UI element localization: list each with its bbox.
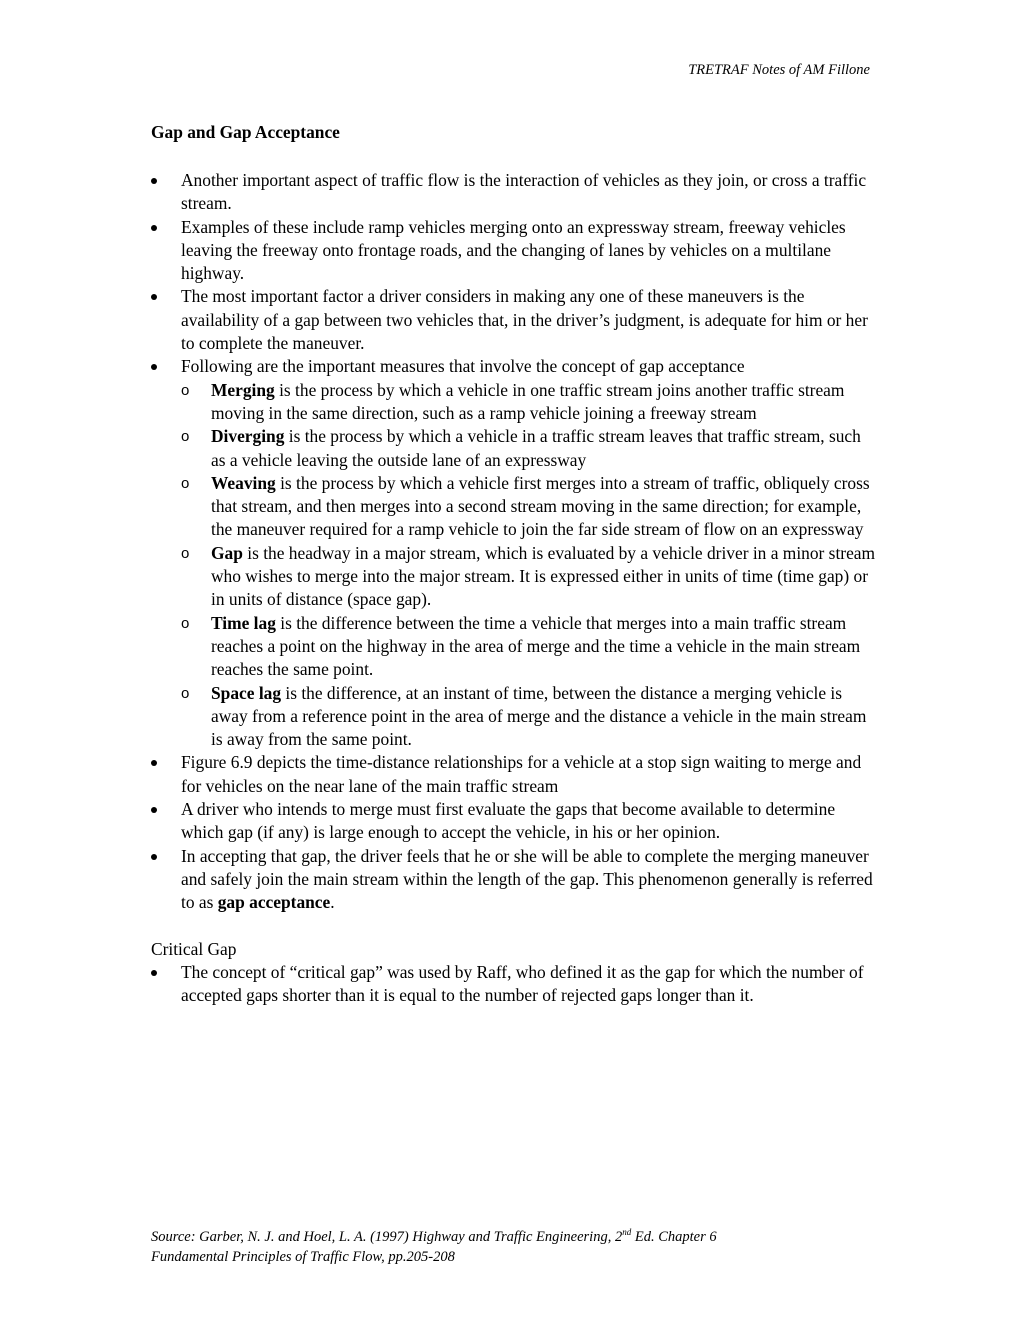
circle-bullet-icon: o (181, 684, 190, 702)
bullet-icon (151, 225, 157, 231)
measure-term: Merging (211, 379, 275, 400)
main-content (151, 169, 876, 1007)
circle-bullet-icon: o (181, 474, 190, 492)
measure-term: Space lag (211, 682, 282, 703)
driver-bullet (151, 798, 876, 845)
circle-bullet-icon: o (181, 544, 190, 562)
measure-item: o Diverging is the process by which a vehicle in a traffic stream leaves that traffic stream, such as a vehicle leaving the outside lane of an expressway (181, 426, 861, 470)
list-item: Another important aspect of traffic flow is the interaction of vehicles as they join, or cross a traffic stream. (151, 169, 876, 216)
list-item: Examples of these include ramp vehicles merging onto an expressway stream, freeway vehicles leaving the freeway onto frontage roads, and the changing of lanes by vehicles on a multilane highway. (151, 216, 876, 286)
bullet-icon (151, 760, 157, 766)
gap-acceptance-term: gap acceptance (217, 892, 331, 913)
measure-term: Weaving (211, 472, 276, 493)
acceptance-bullet (151, 845, 876, 915)
measure-item: o Time lag is the difference between the time a vehicle that merges into a main traffic stream reaches a point on the highway in the area of merge and the time a vehicle in the main stream reaches the same point. (181, 612, 861, 680)
critical-gap-heading: Critical Gap (151, 938, 237, 959)
bullet-icon (151, 807, 157, 813)
critical-gap-list (151, 961, 876, 1008)
section-title: Gap and Gap Acceptance (151, 122, 340, 142)
list-item: In accepting that gap, the driver feels that he or she will be able to complete the merging maneuver and safely join the main stream within the length of the gap. This phenomenon generally is referred to as gap acceptance. (151, 845, 876, 915)
circle-bullet-icon: o (181, 428, 190, 446)
measure-term: Gap (211, 542, 243, 563)
bullet-list-top (151, 169, 876, 379)
bullet-icon (151, 854, 157, 860)
measure-term: Diverging (211, 426, 285, 447)
bullet-icon (151, 364, 157, 370)
page-header: TRETRAF Notes of AM Fillone (688, 62, 870, 78)
measures-list (151, 379, 876, 752)
list-item: Figure 6.9 depicts the time-distance relationships for a vehicle at a stop sign waiting to merge and for vehicles on the near lane of the main traffic stream (151, 751, 876, 798)
source-footer: Source: Garber, N. J. and Hoel, L. A. (1997) Highway and Traffic Engineering, 2nd Ed. Chapter 6 Fundamental Principles of Traffic Flow, pp.205-208 (151, 1227, 717, 1265)
measure-item: o Space lag is the difference, at an instant of time, between the distance a merging vehicle is away from a reference point in the area of merge and the distance a vehicle in the main stream is away from the same point. (181, 682, 867, 750)
measure-item: o Gap is the headway in a major stream, which is evaluated by a vehicle driver in a minor stream who wishes to merge into the major stream. It is expressed either in units of time (time gap) or in units of distance (space gap). (181, 542, 876, 610)
figure-bullet (151, 751, 876, 798)
measure-item: o Weaving is the process by which a vehicle first merges into a stream of traffic, obliquely cross that stream, and then merges into a second stream moving in the same direction; for example, the maneuver required for a ramp vehicle to join the far side stream of flow on an expressway (181, 472, 870, 540)
circle-bullet-icon: o (181, 381, 190, 399)
circle-bullet-icon: o (181, 614, 190, 632)
list-item: Following are the important measures that involve the concept of gap acceptance (151, 355, 876, 378)
measure-term: Time lag (211, 612, 276, 633)
list-item: A driver who intends to merge must first evaluate the gaps that become available to determine which gap (if any) is large enough to accept the vehicle, in his or her opinion. (151, 798, 876, 845)
bullet-icon (151, 970, 157, 976)
measure-item: o Merging is the process by which a vehicle in one traffic stream joins another traffic stream moving in the same direction, such as a ramp vehicle joining a freeway stream (181, 379, 845, 423)
list-item: The most important factor a driver considers in making any one of these maneuvers is the availability of a gap between two vehicles that, in the driver’s judgment, is adequate for him or her to complete the maneuver. (151, 285, 876, 355)
list-item: The concept of “critical gap” was used by Raff, who defined it as the gap for which the number of accepted gaps shorter than it is equal to the number of rejected gaps longer than it. (151, 961, 876, 1008)
bullet-icon (151, 294, 157, 300)
bullet-icon (151, 178, 157, 184)
